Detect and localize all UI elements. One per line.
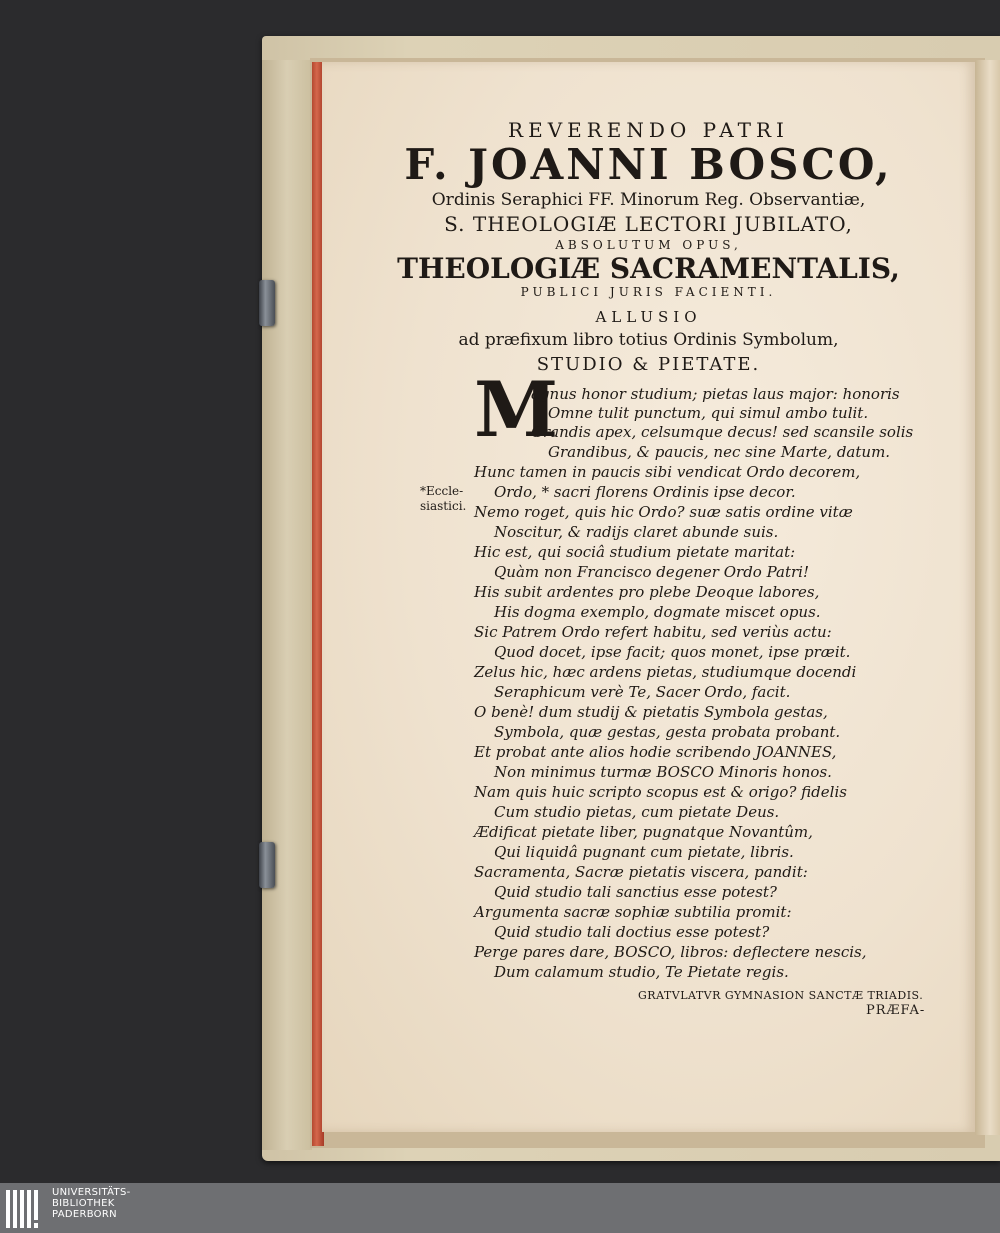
library-logo-line-2: BIBLIOTHEK (52, 1198, 115, 1209)
poem-line: Grandis apex, celsumque decus! sed scansile solis (531, 423, 914, 441)
poem-line: Non minimus turmæ BOSCO Minoris honos. (494, 763, 832, 781)
heading-order: Ordinis Seraphici FF. Minorum Reg. Observantiæ, (431, 190, 866, 210)
heading-line-reverendo: REVERENDO PATRI (508, 118, 789, 142)
facing-page-edge (975, 60, 1000, 1135)
library-logo-icon (6, 1190, 46, 1228)
poem-line: Quàm non Francisco degener Ordo Patri! (494, 563, 809, 581)
poem-line: Qui liquidâ pugnant cum pietate, libris. (494, 843, 794, 861)
signature-line: GRATVLATVR GYMNASION SANCTÆ TRIADIS. (638, 989, 924, 1002)
heading-studio: STUDIO & PIETATE. (536, 354, 761, 375)
heading-lector: S. THEOLOGIÆ LECTORI JUBILATO, (444, 212, 853, 236)
poem-line: Symbola, quæ gestas, gesta probata probant. (494, 723, 841, 741)
margin-note-line-1: *Eccle- (420, 484, 464, 498)
library-logo-line-3: PADERBORN (52, 1209, 117, 1220)
poem-line: Nemo roget, quis hic Ordo? suæ satis ordine vitæ (474, 503, 853, 521)
clasp-bottom-icon (259, 842, 275, 888)
poem-line: His subit ardentes pro plebe Deoque labores, (474, 583, 820, 601)
poem-line: Et probat ante alios hodie scribendo JOANNES, (474, 743, 837, 761)
library-footer-bar (0, 1183, 1000, 1233)
poem-line: O benè! dum studij & pietatis Symbola gestas, (474, 703, 828, 721)
poem-line: His dogma exemplo, dogmate miscet opus. (494, 603, 821, 621)
heading-theologiae: THEOLOGIÆ SACRAMENTALIS, (397, 252, 900, 285)
poem-line: agnus honor studium; pietas laus major: honoris (531, 385, 900, 403)
poem-line: Sacramenta, Sacræ pietatis viscera, pandit: (474, 863, 808, 881)
poem-line: Hunc tamen in paucis sibi vendicat Ordo decorem, (474, 463, 861, 481)
heading-opus: ABSOLUTUM OPUS, (555, 238, 742, 252)
poem-line: Zelus hic, hæc ardens pietas, studiumque docendi (474, 663, 857, 681)
poem-line: Ordo, * sacri florens Ordinis ipse decor. (494, 483, 796, 501)
poem-line: Noscitur, & radijs claret abunde suis. (494, 523, 779, 541)
poem-line: Seraphicum verè Te, Sacer Ordo, facit. (494, 683, 791, 701)
book-spine-edge (262, 60, 312, 1150)
drop-cap-initial: M (474, 365, 559, 454)
poem-line: Perge pares dare, BOSCO, libros: deflectere nescis, (474, 943, 867, 961)
poem-line: Quid studio tali doctius esse potest? (494, 923, 770, 941)
heading-allusio: ALLUSIO (595, 308, 702, 326)
clasp-top-icon (259, 280, 275, 326)
poem-line: Quod docet, ipse facit; quos monet, ipse præit. (494, 643, 851, 661)
poem-line: Grandibus, & paucis, nec sine Marte, datum. (548, 443, 891, 461)
library-logo-line-1: UNIVERSITÄTS- (52, 1187, 131, 1198)
poem-line: Quid studio tali sanctius esse potest? (494, 883, 777, 901)
catchword: PRÆFA- (866, 1003, 926, 1018)
poem-line: Hic est, qui sociâ studium pietate maritat: (474, 543, 796, 561)
margin-note-line-2: siastici. (420, 499, 467, 513)
heading-publici: PUBLICI JURIS FACIENTI. (520, 285, 777, 299)
poem-line: Argumenta sacræ sophiæ subtilia promit: (474, 903, 792, 921)
poem-line: Omne tulit punctum, qui simul ambo tulit. (548, 404, 869, 422)
heading-praefixum: ad præfixum libro totius Ordinis Symbolum, (458, 330, 839, 350)
poem-line: Sic Patrem Ordo refert habitu, sed veriùs actu: (474, 623, 832, 641)
poem-line: Cum studio pietas, cum pietate Deus. (494, 803, 780, 821)
poem-line: Dum calamum studio, Te Pietate regis. (494, 963, 789, 981)
heading-name: F. JOANNI BOSCO, (404, 140, 893, 189)
poem-line: Nam quis huic scripto scopus est & origo? fidelis (474, 783, 847, 801)
poem-line: Ædificat pietate liber, pugnatque Novantûm, (474, 823, 813, 841)
